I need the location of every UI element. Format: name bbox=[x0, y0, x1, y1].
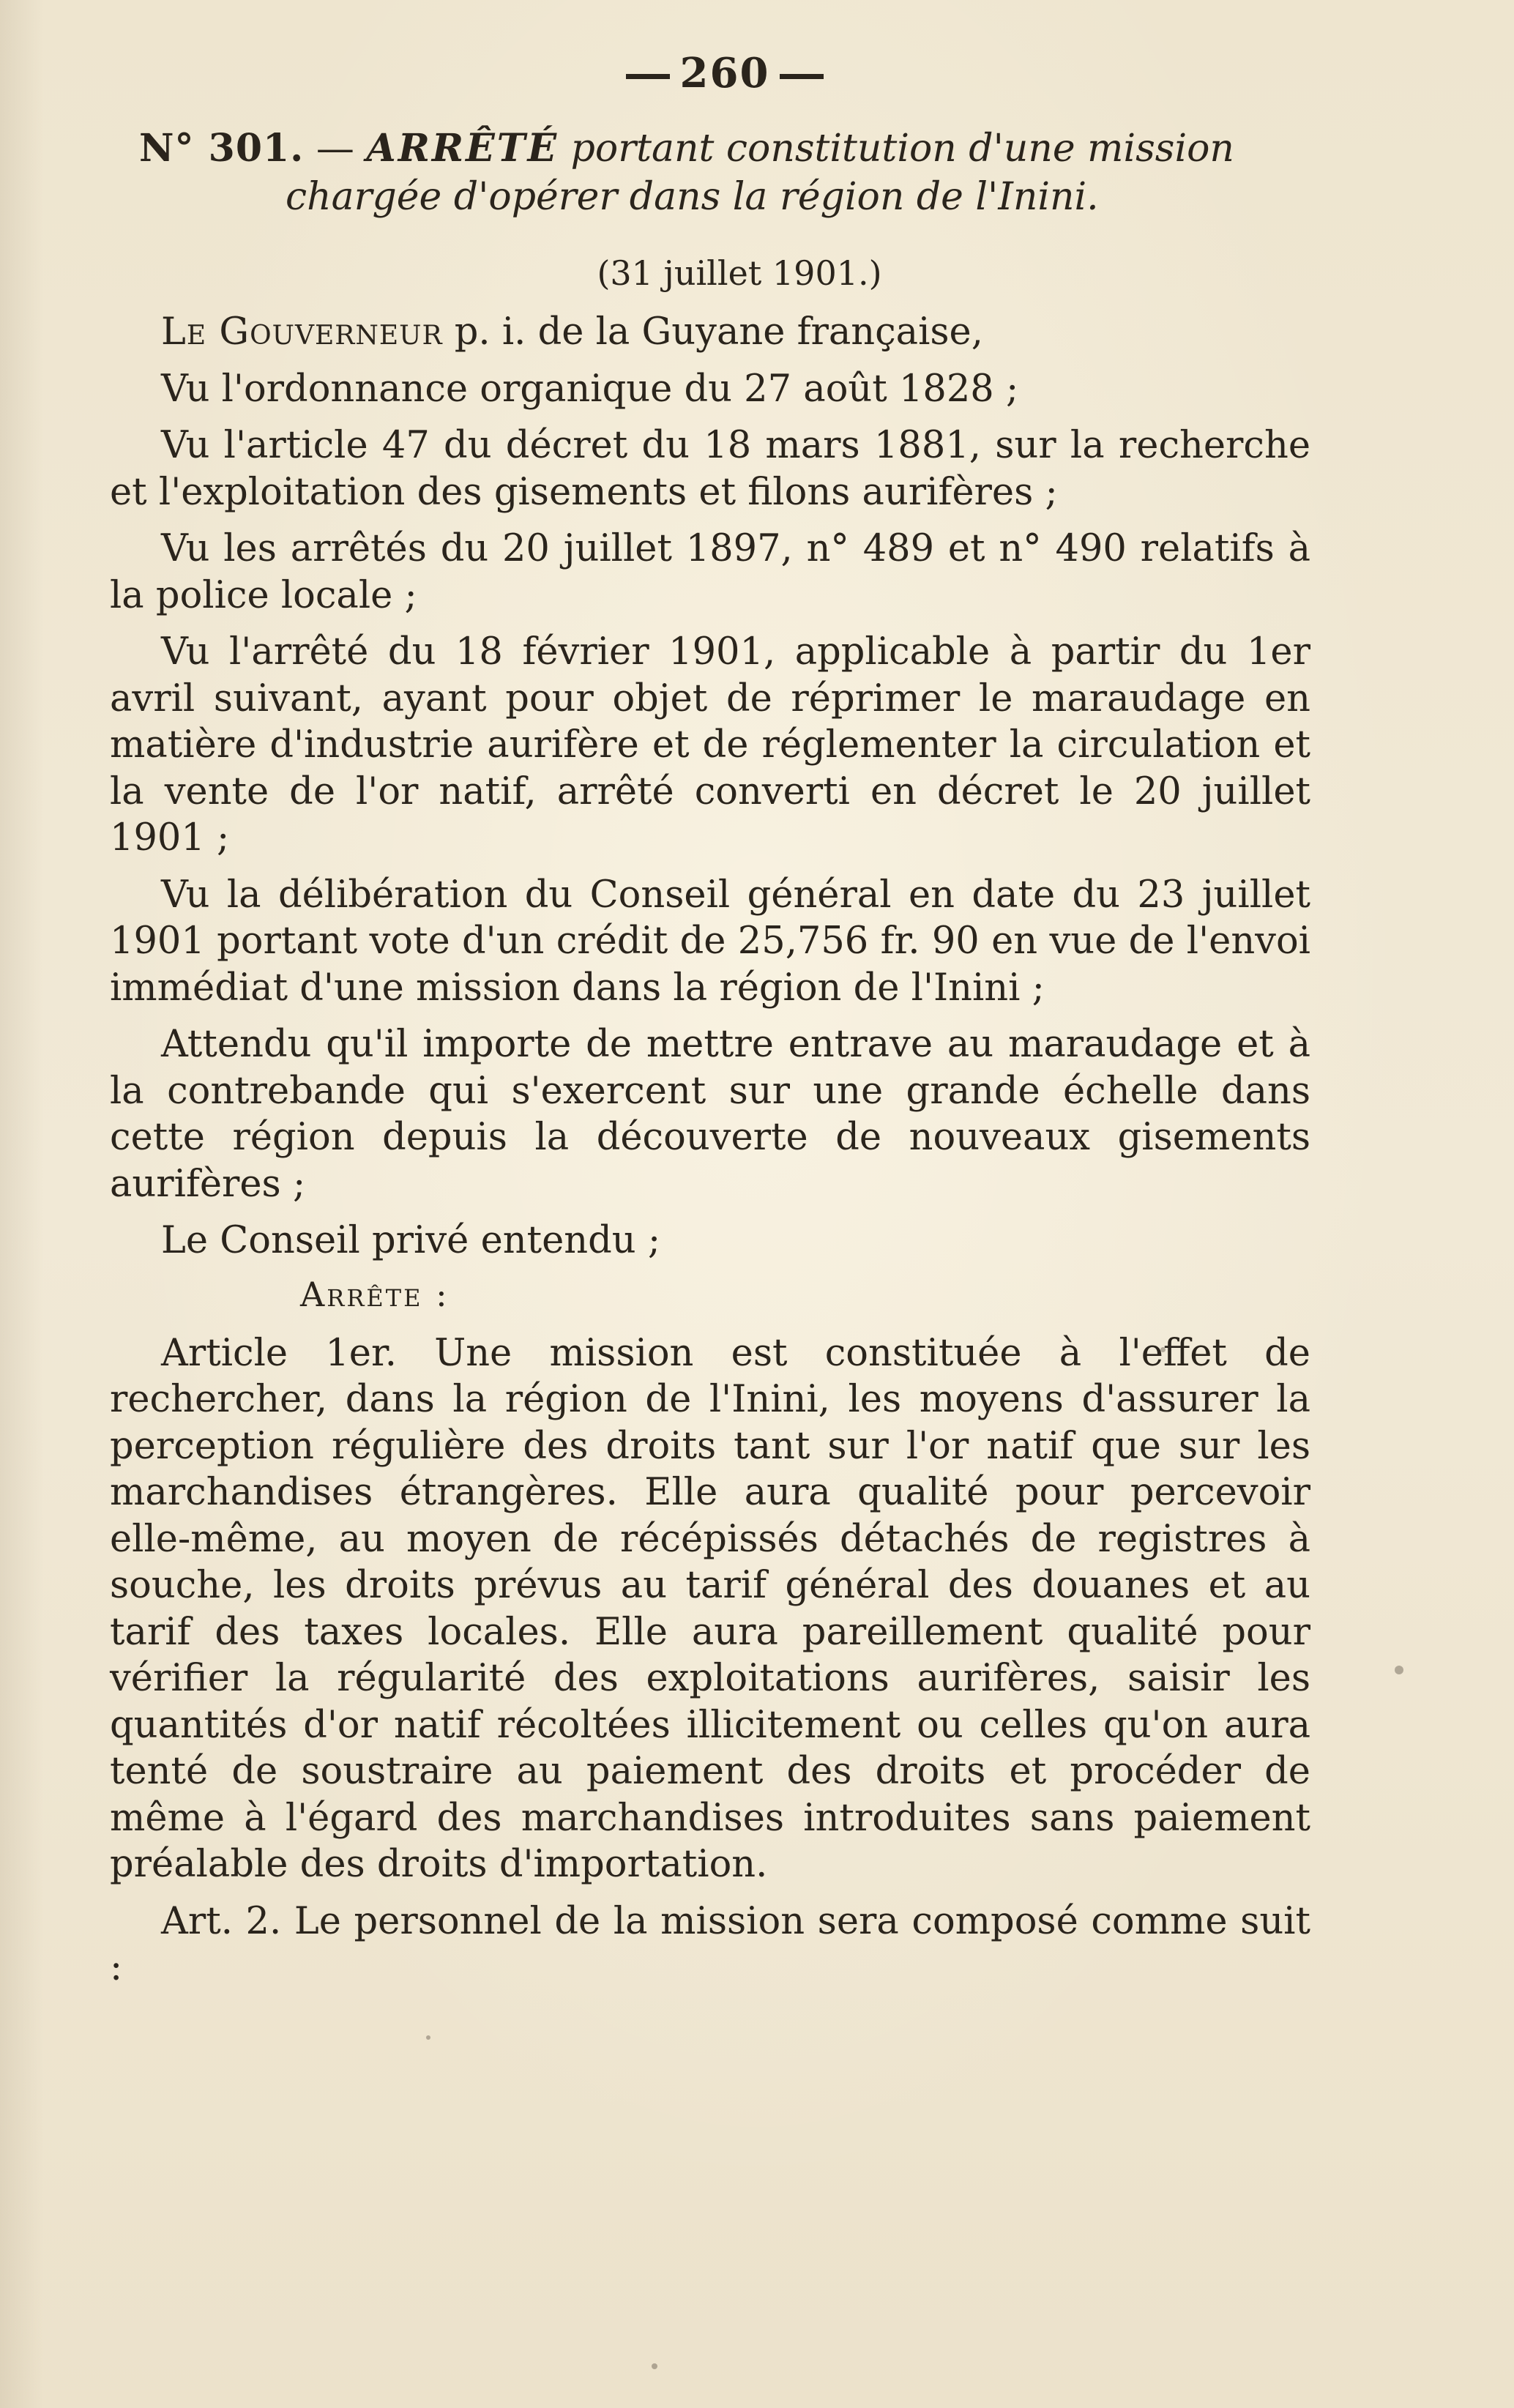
article-2-text: Le personnel de la mission sera composé comme suit : bbox=[110, 1899, 1310, 1989]
text-column bbox=[110, 44, 1310, 1991]
ornament-dash-right bbox=[780, 74, 824, 79]
ornament-dash-left bbox=[626, 74, 670, 79]
article-1 bbox=[110, 1330, 1310, 1888]
ink-speck bbox=[426, 2035, 430, 2040]
page-fold-shadow bbox=[0, 0, 44, 2408]
article-2 bbox=[110, 1898, 1310, 1991]
governor-rest: p. i. de la Guyane française, bbox=[442, 310, 983, 354]
preamble-conseil: Le Conseil privé entendu ; bbox=[161, 1219, 661, 1262]
page-number-value: 260 bbox=[679, 49, 770, 97]
preamble-attendu: Attendu qu'il importe de mettre entrave au maraudage et à la contrebande qui s'exercent sur une grande échelle dans cette région depuis la découverte de nouveaux gisements aurifères ; bbox=[110, 1023, 1310, 1206]
act-number: N° 301. bbox=[139, 126, 305, 171]
article-1-label: Article 1er. bbox=[161, 1331, 397, 1375]
preamble-vu-article: Vu l'article 47 du décret du 18 mars 1881, sur la recherche et l'exploitation des gisements et filons aurifères ; bbox=[110, 424, 1310, 514]
act-description-line1: portant constitution d'une mission bbox=[570, 127, 1234, 171]
preamble-vu-arretes: Vu les arrêtés du 20 juillet 1897, n° 489 et n° 490 relatifs à la police locale ; bbox=[110, 527, 1310, 617]
preamble-vu-deliberation: Vu la délibération du Conseil général en date du 23 juillet 1901 portant vote d'un crédit de 25,756 fr. 90 en vue de l'envoi immédiat d'une mission dans la région de l'Inini ; bbox=[110, 873, 1310, 1010]
act-description-line2: chargée d'opérer dans la région de l'Inini. bbox=[286, 175, 1099, 219]
ink-speck bbox=[652, 2363, 657, 2369]
arrete-heading: Arrête : bbox=[300, 1274, 450, 1314]
act-date: (31 juillet 1901.) bbox=[597, 253, 882, 293]
article-2-label: Art. 2. bbox=[161, 1899, 282, 1943]
preamble-governor bbox=[110, 309, 1310, 356]
preamble-vu-ordonnance: Vu l'ordonnance organique du 27 août 1828 ; bbox=[161, 367, 1019, 411]
page-number bbox=[139, 44, 1310, 102]
ink-speck bbox=[1395, 1666, 1403, 1674]
governor-smallcaps: Le Gouverneur bbox=[161, 310, 443, 354]
act-kind: ARRÊTÉ bbox=[366, 126, 559, 171]
preamble-vu-arrete-fevrier: Vu l'arrêté du 18 février 1901, applicable à partir du 1er avril suivant, ayant pour objet de réprimer le maraudage en matière d'industrie aurifère et de réglementer la circulation et la vente de l'or natif, arrêté converti en décret le 20 juillet 1901 ; bbox=[110, 630, 1310, 860]
act-title bbox=[110, 124, 1310, 221]
article-1-text: Une mission est constituée à l'effet de rechercher, dans la région de l'Inini, les moyens d'assurer la perception régulière des droits tant sur l'or natif que sur les marchandises étrangères. Elle aura qualité pour percevoir elle-même, au moyen de récépissés détachés de registres à souche, les droits prévus au tarif général des douanes et au tarif des taxes locales. Elle aura pareillement qualité pour vérifier la régularité des exploitations aurifères, saisir les quantités d'or natif récoltées illicitement ou celles qu'on aura tenté de soustraire au paiement des droits et procéder de même à l'égard des marchandises introduites sans paiement préalable des droits d'importation. bbox=[110, 1331, 1310, 1886]
title-separator: — bbox=[316, 127, 354, 171]
